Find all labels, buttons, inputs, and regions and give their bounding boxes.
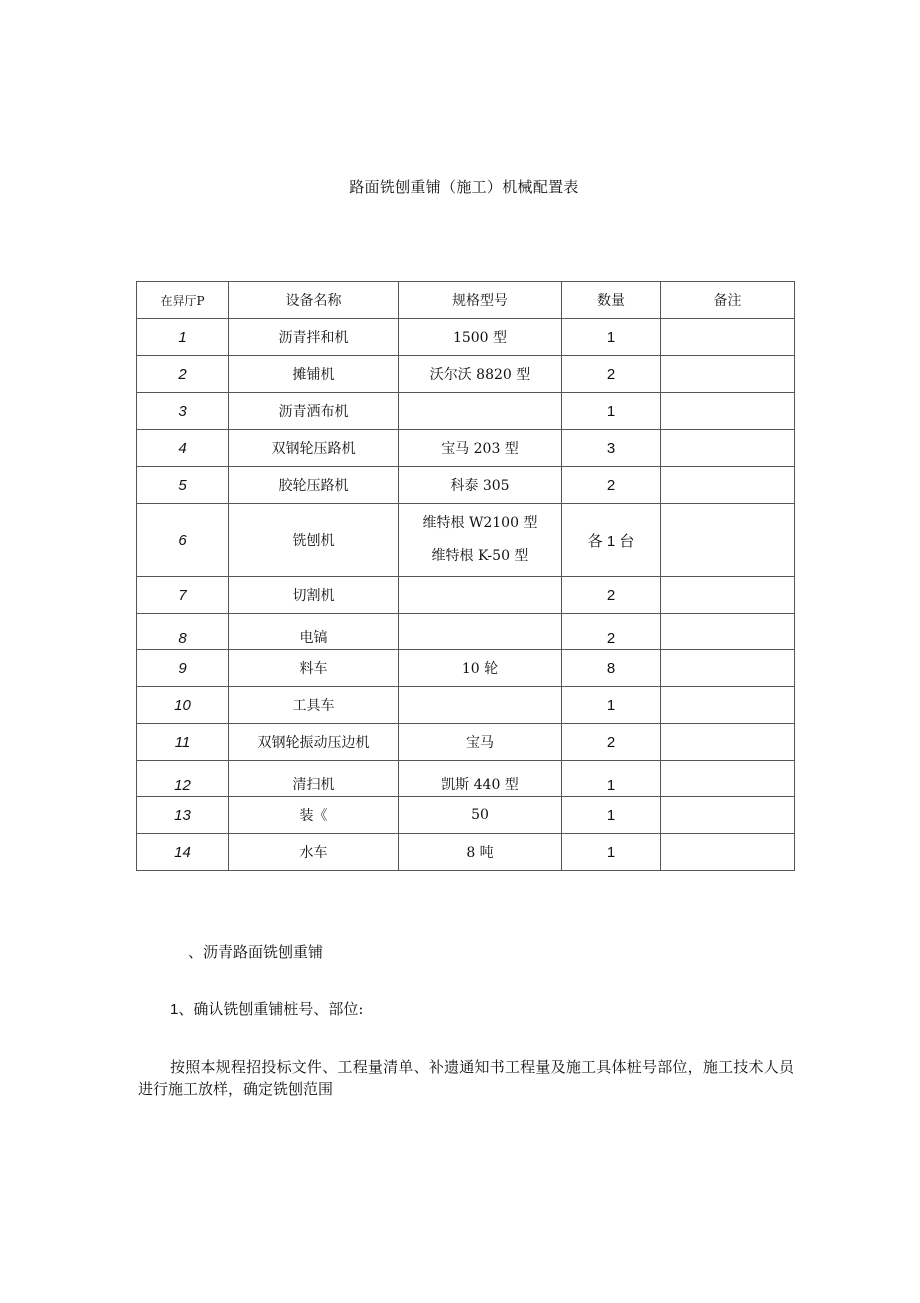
row-quantity: 1 bbox=[562, 761, 661, 797]
table-row bbox=[137, 834, 795, 871]
table-row bbox=[137, 577, 795, 614]
row-note bbox=[661, 504, 795, 577]
spec-line: 沃尔沃 8820 型 bbox=[429, 367, 531, 383]
table-header-row bbox=[137, 282, 795, 319]
row-spec bbox=[399, 467, 562, 504]
page-title: 路面铣刨重铺（施工）机械配置表 bbox=[349, 178, 579, 196]
row-spec bbox=[399, 687, 562, 724]
row-spec bbox=[399, 797, 562, 834]
header-serial: 在舁厅P bbox=[137, 282, 229, 319]
row-serial: 12 bbox=[137, 761, 229, 797]
subsection-text: 、确认铣刨重铺桩号、部位: bbox=[178, 1000, 364, 1018]
row-note bbox=[661, 467, 795, 504]
row-quantity: 3 bbox=[562, 430, 661, 467]
table-row bbox=[137, 614, 795, 650]
row-note bbox=[661, 393, 795, 430]
row-quantity: 2 bbox=[562, 467, 661, 504]
row-equipment-name: 沥青拌和机 bbox=[229, 319, 399, 356]
table-row bbox=[137, 393, 795, 430]
row-equipment-name: 摊铺机 bbox=[229, 356, 399, 393]
table-row bbox=[137, 504, 795, 577]
row-spec bbox=[399, 761, 562, 797]
spec-line: 维特根 W2100 型 bbox=[422, 515, 538, 531]
spec-line: 宝马 203 型 bbox=[441, 441, 519, 457]
row-note bbox=[661, 356, 795, 393]
row-serial: 5 bbox=[137, 467, 229, 504]
row-spec bbox=[399, 724, 562, 761]
row-serial: 7 bbox=[137, 577, 229, 614]
row-serial: 14 bbox=[137, 834, 229, 871]
row-quantity: 2 bbox=[562, 614, 661, 650]
spec-line: 8 吨 bbox=[466, 845, 494, 861]
row-spec bbox=[399, 504, 562, 577]
row-note bbox=[661, 834, 795, 871]
row-spec bbox=[399, 614, 562, 650]
row-equipment-name: 双钢轮压路机 bbox=[229, 430, 399, 467]
subsection-heading bbox=[170, 998, 363, 1019]
row-serial: 2 bbox=[137, 356, 229, 393]
row-quantity: 1 bbox=[562, 834, 661, 871]
row-serial: 8 bbox=[137, 614, 229, 650]
row-note bbox=[661, 724, 795, 761]
row-serial: 9 bbox=[137, 650, 229, 687]
table-row bbox=[137, 687, 795, 724]
table-row bbox=[137, 467, 795, 504]
row-quantity: 8 bbox=[562, 650, 661, 687]
equipment-table bbox=[136, 281, 795, 871]
header-note: 备注 bbox=[661, 282, 795, 319]
row-equipment-name: 切割机 bbox=[229, 577, 399, 614]
row-equipment-name: 水车 bbox=[229, 834, 399, 871]
row-equipment-name: 双钢轮振动压边机 bbox=[229, 724, 399, 761]
header-qty: 数量 bbox=[562, 282, 661, 319]
row-serial: 6 bbox=[137, 504, 229, 577]
table-row bbox=[137, 430, 795, 467]
table-row bbox=[137, 761, 795, 797]
table-row bbox=[137, 724, 795, 761]
row-quantity: 1 bbox=[562, 687, 661, 724]
row-note bbox=[661, 761, 795, 797]
table-row bbox=[137, 797, 795, 834]
row-serial: 1 bbox=[137, 319, 229, 356]
row-note bbox=[661, 797, 795, 834]
row-serial: 4 bbox=[137, 430, 229, 467]
body-paragraph: 按照本规程招投标文件、工程量清单、补遗通知书工程量及施工具体桩号部位，施工技术人员进行施工放样，确定铣刨范围 bbox=[138, 1058, 794, 1098]
spec-line: 凯斯 440 型 bbox=[441, 777, 519, 793]
row-note bbox=[661, 319, 795, 356]
row-equipment-name: 装《 bbox=[229, 797, 399, 834]
row-spec bbox=[399, 430, 562, 467]
spec-line: 宝马 bbox=[466, 735, 494, 751]
row-quantity: 2 bbox=[562, 356, 661, 393]
row-equipment-name: 沥青洒布机 bbox=[229, 393, 399, 430]
row-spec bbox=[399, 356, 562, 393]
row-quantity: 1 bbox=[562, 393, 661, 430]
row-quantity: 1 bbox=[562, 319, 661, 356]
row-equipment-name: 清扫机 bbox=[229, 761, 399, 797]
table-body bbox=[137, 319, 795, 871]
spec-line: 50 bbox=[471, 807, 489, 823]
row-quantity: 1 bbox=[562, 797, 661, 834]
spec-line: 科泰 305 bbox=[450, 478, 510, 494]
row-note bbox=[661, 687, 795, 724]
subsection-number: 1 bbox=[170, 1001, 179, 1018]
row-serial: 3 bbox=[137, 393, 229, 430]
spec-line: 维特根 K-50 型 bbox=[431, 548, 529, 564]
header-name: 设备名称 bbox=[229, 282, 399, 319]
row-spec bbox=[399, 834, 562, 871]
row-equipment-name: 铣刨机 bbox=[229, 504, 399, 577]
section-heading: 、沥青路面铣刨重铺 bbox=[188, 943, 324, 961]
row-spec bbox=[399, 650, 562, 687]
row-equipment-name: 工具车 bbox=[229, 687, 399, 724]
row-quantity: 2 bbox=[562, 724, 661, 761]
row-quantity: 各 1 台 bbox=[562, 504, 661, 577]
table-row bbox=[137, 319, 795, 356]
table-row bbox=[137, 650, 795, 687]
row-note bbox=[661, 614, 795, 650]
row-note bbox=[661, 430, 795, 467]
row-note bbox=[661, 650, 795, 687]
spec-line: 10 轮 bbox=[461, 661, 499, 677]
header-spec: 规格型号 bbox=[399, 282, 562, 319]
row-equipment-name: 胶轮压路机 bbox=[229, 467, 399, 504]
row-equipment-name: 电镐 bbox=[229, 614, 399, 650]
row-serial: 11 bbox=[137, 724, 229, 761]
row-quantity: 2 bbox=[562, 577, 661, 614]
table-row bbox=[137, 356, 795, 393]
row-serial: 10 bbox=[137, 687, 229, 724]
row-equipment-name: 料车 bbox=[229, 650, 399, 687]
row-spec bbox=[399, 393, 562, 430]
row-note bbox=[661, 577, 795, 614]
spec-line: 1500 型 bbox=[452, 330, 508, 346]
row-spec bbox=[399, 319, 562, 356]
row-serial: 13 bbox=[137, 797, 229, 834]
row-spec bbox=[399, 577, 562, 614]
